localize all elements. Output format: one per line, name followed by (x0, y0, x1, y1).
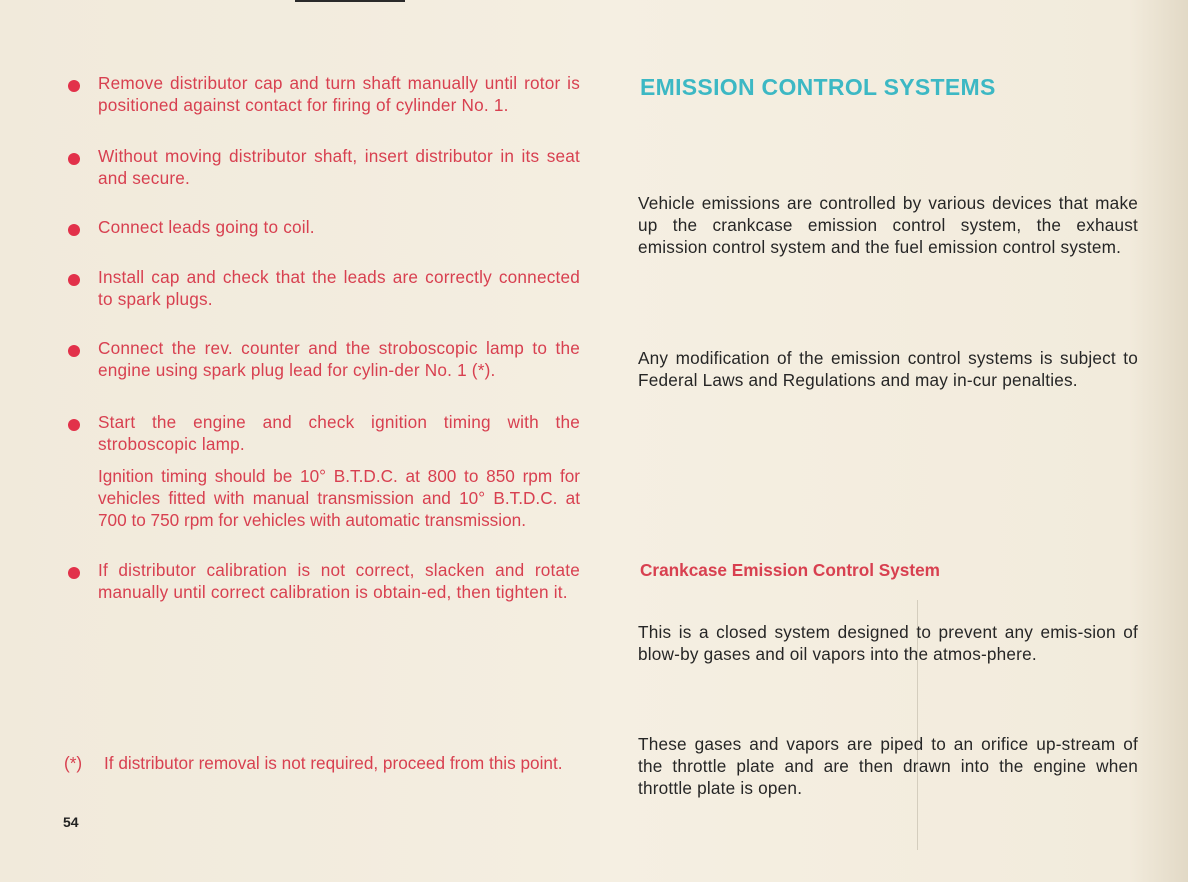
list-item (60, 72, 580, 116)
list-item-text: Connect the rev. counter and the stroboscopic lamp to the engine using spark plug lead for cylin-der No. 1 (*). (98, 338, 580, 380)
list-item-text: Connect leads going to coil. (98, 217, 315, 237)
top-rule (295, 0, 405, 2)
timing-spec-note: Ignition timing should be 10° B.T.D.C. at 800 to 850 rpm for vehicles fitted with manual transmission and 10° B.T.D.C. at 700 to 750 rpm for vehicles with automatic transmission. (98, 466, 580, 530)
crankcase-paragraph-2: These gases and vapors are piped to an orifice up-stream of the throttle plate and are then drawn into the engine when throttle plate is open. (638, 734, 1138, 798)
bullet-dot-icon (68, 224, 80, 236)
list-item (60, 337, 580, 381)
footnote (64, 752, 570, 774)
bullet-dot-icon (68, 567, 80, 579)
page-number: 54 (63, 814, 79, 830)
page-title: EMISSION CONTROL SYSTEMS (640, 74, 996, 100)
crankcase-paragraph-1: This is a closed system designed to prevent any emis-sion of blow-by gases and oil vapors into the atmos-phere. (638, 622, 1138, 664)
list-item (60, 559, 580, 603)
bullet-dot-icon (68, 419, 80, 431)
instruction-list (60, 72, 580, 603)
paper-crease (917, 600, 918, 850)
intro-paragraph: Vehicle emissions are controlled by various devices that make up the crankcase emission control system, the exhaust emission control system and the fuel emission control system. (638, 193, 1138, 257)
footnote-marker: (*) (64, 753, 83, 773)
list-item (60, 266, 580, 310)
bullet-dot-icon (68, 274, 80, 286)
section-title: Crankcase Emission Control System (640, 560, 940, 580)
list-item (60, 216, 580, 238)
bullet-dot-icon (68, 80, 80, 92)
list-item (60, 145, 580, 189)
list-item-text: If distributor calibration is not correct, slacken and rotate manually until correct calibration is obtain-ed, then tighten it. (98, 560, 580, 602)
list-item-text: Remove distributor cap and turn shaft manually until rotor is positioned against contact for firing of cylinder No. 1. (98, 73, 580, 115)
footnote-text: If distributor removal is not required, proceed from this point. (104, 753, 563, 773)
warning-paragraph: Any modification of the emission control systems is subject to Federal Laws and Regulations and may in-cur penalties. (638, 348, 1138, 390)
list-item-text: Install cap and check that the leads are correctly connected to spark plugs. (98, 267, 580, 309)
list-item-text: Start the engine and check ignition timing with the stroboscopic lamp. (98, 412, 580, 454)
list-item-text: Without moving distributor shaft, insert distributor in its seat and secure. (98, 146, 580, 188)
bullet-dot-icon (68, 345, 80, 357)
list-item (60, 411, 580, 531)
bullet-dot-icon (68, 153, 80, 165)
